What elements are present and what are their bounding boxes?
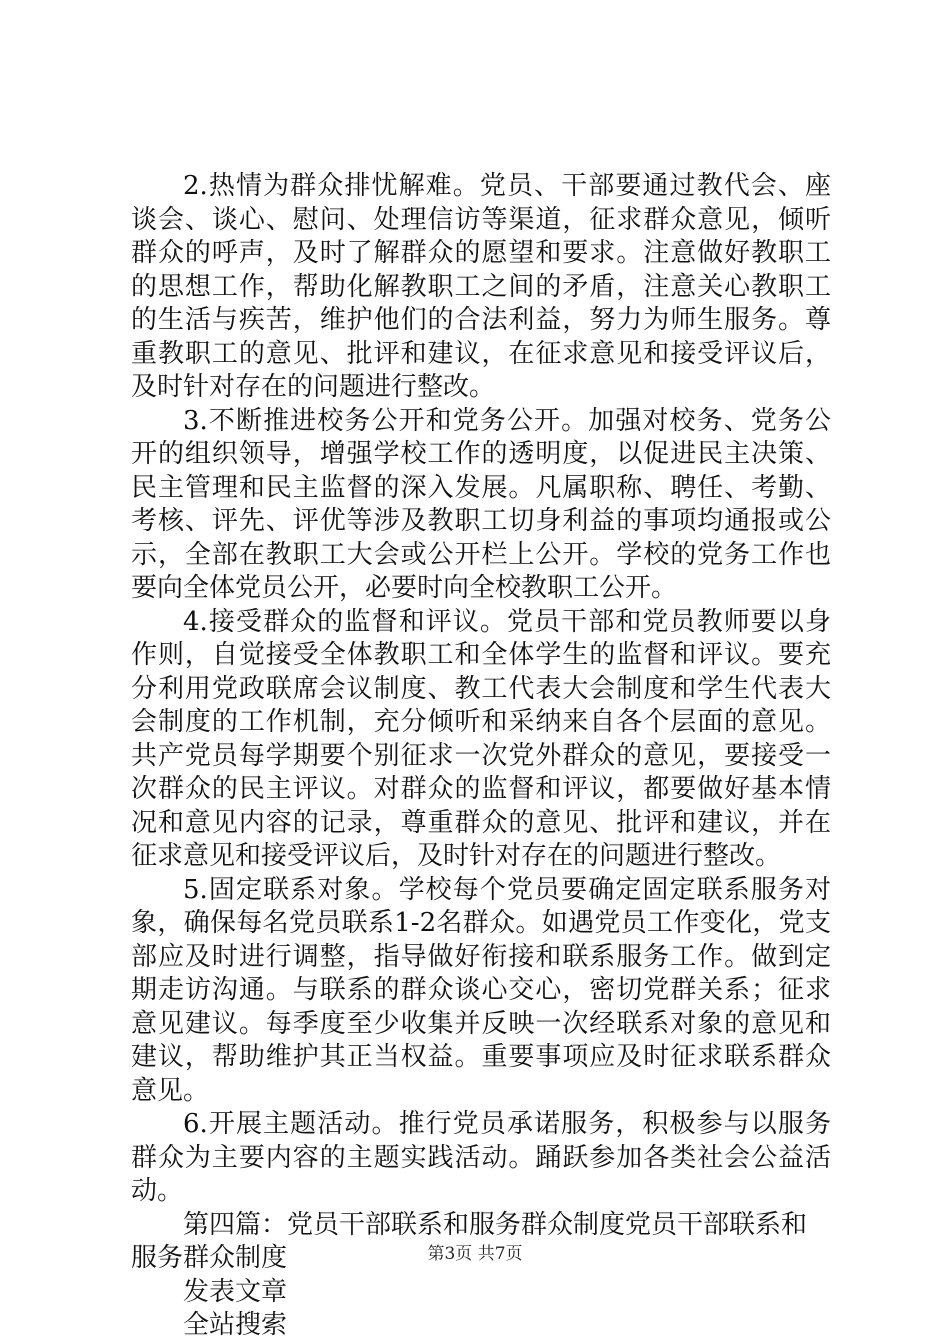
section-heading: 第四篇：党员干部联系和服务群众制度党员干部联系和服务群众制度 [131, 1209, 808, 1273]
paragraph-item-4: 4.接受群众的监督和评议。党员干部和党员教师要以身作则，自觉接受全体教职工和全体学生的监督和评议。要充分利用党政联席会议制度、教工代表大会制度和学生代表大会制度的工作机制，充分倾听和采纳来自各个层面的意见。共产党员每学期要个别征求一次党外群众的意见，要接受一次群众的民主评议。对群众的监督和评议，都要做好基本情况和意见内容的记录，尊重群众的意见、批评和建议，并在征求意见和接受评议后，及时针对存在的问题进行整改。 [131, 606, 831, 871]
paragraph-item-5: 5.固定联系对象。学校每个党员要确定固定联系服务对象，确保每名党员联系1-2名群众。如遇党员工作变化，党支部应及时进行调整，指导做好衔接和联系服务工作。做到定期走访沟通。与联系的群众谈心交心，密切党群关系；征求意见建议。每季度至少收集并反映一次经联系对象的意见和建议，帮助维护其正当权益。重要事项应及时征求联系群众意见。 [131, 874, 831, 1106]
paragraph-item-2: 2.热情为群众排忧解难。党员、干部要通过教代会、座谈会、谈心、慰问、处理信访等渠道，征求群众意见，倾听群众的呼声，及时了解群众的愿望和要求。注意做好教职工的思想工作，帮助化解教职工之间的矛盾，注意关心教职工的生活与疾苦，维护他们的合法利益，努力为师生服务。尊重教职工的意见、批评和建议，在征求意见和接受评议后，及时针对存在的问题进行整改。 [131, 171, 831, 402]
site-search-link[interactable]: 全站搜索 [183, 1310, 288, 1340]
page-indicator: 第3页 共7页 [427, 1244, 523, 1264]
page-footer [0, 1243, 950, 1265]
paragraph-item-6: 6.开展主题活动。推行党员承诺服务，积极参与以服务群众为主要内容的主题实践活动。踊跃参加各类社会公益活动。 [131, 1109, 831, 1206]
publish-article-link[interactable]: 发表文章 [183, 1276, 288, 1307]
paragraph-item-3: 3.不断推进校务公开和党务公开。加强对校务、党务公开的组织领导，增强学校工作的透明度，以促进民主决策、民主管理和民主监督的深入发展。凡属职称、聘任、考勤、考核、评先、评优等涉及教职工切身利益的事项均通报或公示，全部在教职工大会或公开栏上公开。学校的党务工作也要向全体党员公开，必要时向全校教职工公开。 [131, 405, 831, 603]
document-body [131, 170, 831, 1343]
